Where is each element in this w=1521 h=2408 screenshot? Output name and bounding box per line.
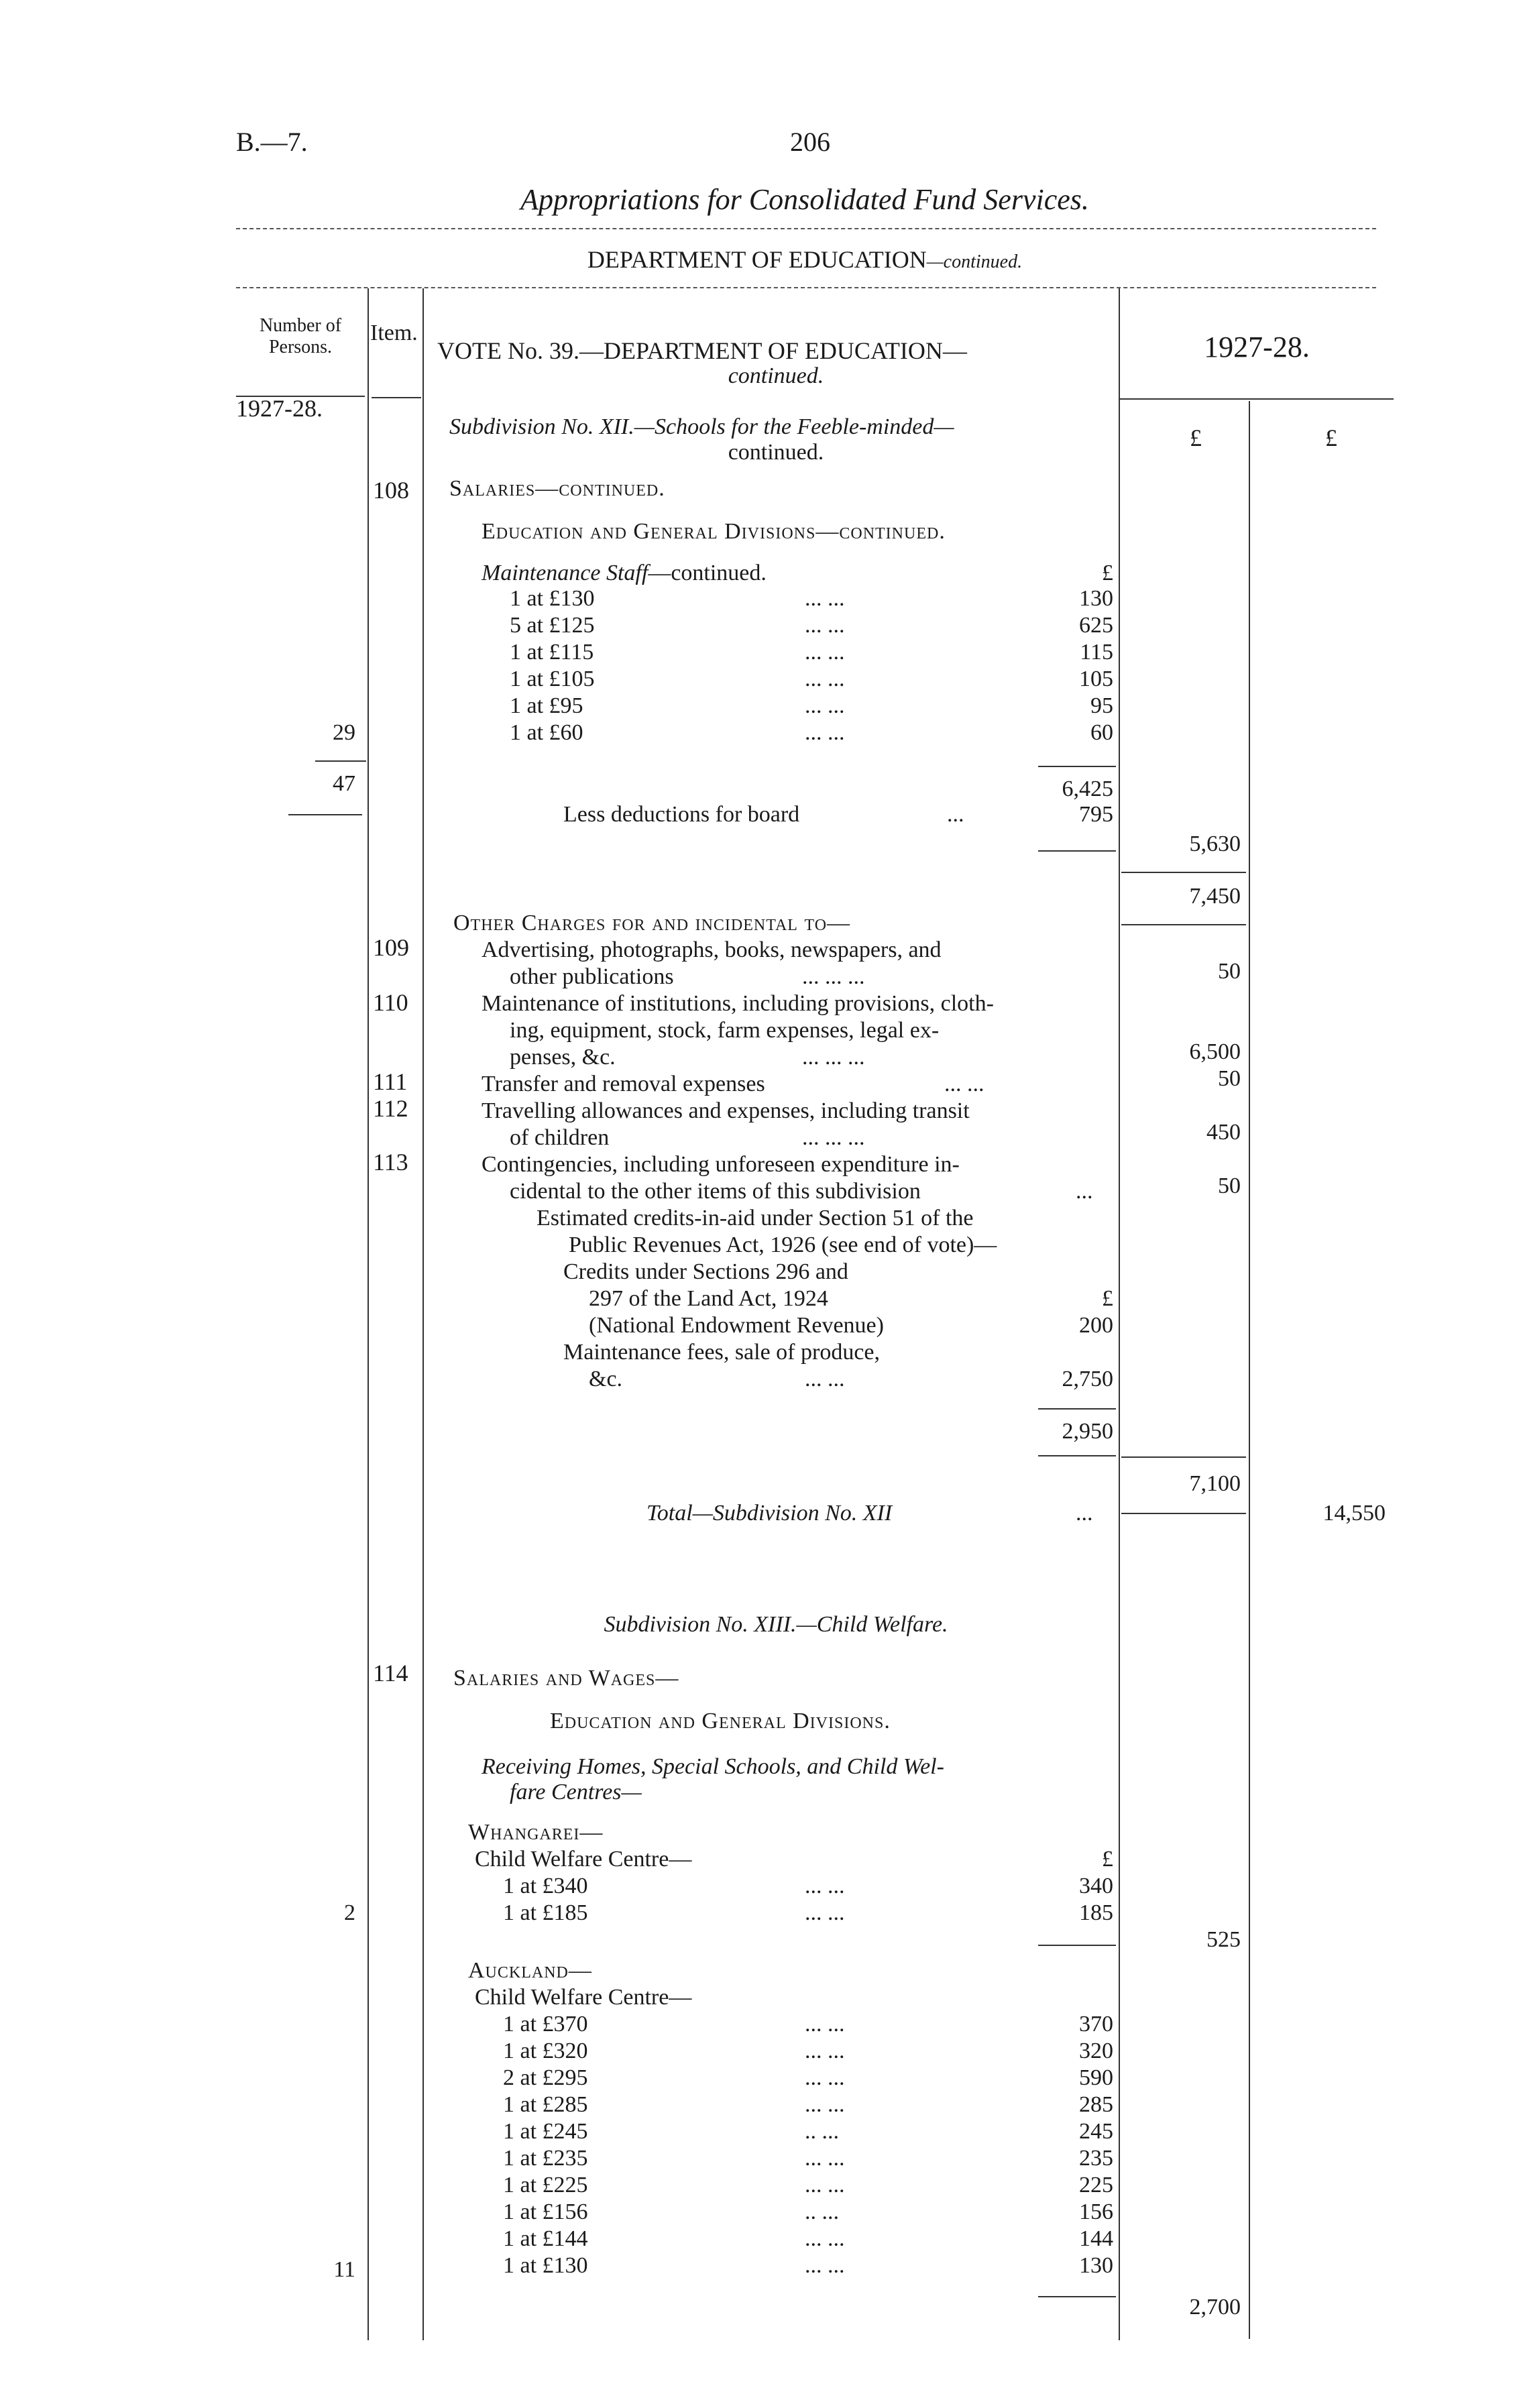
list-item-leader: ... ... [805,2065,845,2090]
list-item-amount: 130 [1079,586,1113,611]
auckland-total: 2,700 [1189,2295,1241,2319]
list-item-label: 1 at £370 [503,2012,588,2037]
list-item-amount: 60 [1090,720,1113,745]
credits-total: 2,950 [1062,1419,1113,1444]
list-item-leader: ... ... [805,1900,845,1925]
column-header-persons: Number of Persons. [259,315,342,357]
charge-description-cont: penses, &c. [510,1045,616,1070]
list-item-label: 1 at £320 [503,2039,588,2063]
list-item-leader: ... ... [805,667,845,691]
list-item-leader: ... ... [805,720,845,745]
salaries-continued-heading: Salaries—continued. [449,476,665,501]
item-number-114: 114 [373,1660,408,1686]
credit-maintenance-fees: Maintenance fees, sale of produce, [563,1340,880,1365]
other-charges-total-top-rule [1121,1456,1246,1458]
list-item-label: 1 at £340 [503,1874,588,1898]
credits-in-aid-heading-cont: Public Revenues Act, 1926 (see end of vote)— [569,1232,997,1257]
other-charges-total-bottom-rule [1121,1513,1246,1514]
list-item-leader: .. ... [805,2119,839,2144]
list-item-leader: ... ... [805,640,845,665]
vote-heading: VOTE No. 39.—DEPARTMENT OF EDUCATION— [437,337,967,364]
list-item-leader: ... ... [805,2039,845,2063]
net-rule [1038,850,1116,852]
charge-description-cont: ing, equipment, stock, farm expenses, legal ex- [510,1018,940,1043]
list-item-amount: 95 [1090,693,1113,718]
credits-total-rule [1038,1408,1116,1410]
department-continued: —continued. [926,251,1023,272]
header-rule [236,228,1376,229]
charge-description: Transfer and removal expenses [482,1072,765,1096]
list-item-label: 5 at £125 [510,613,595,638]
list-item-amount: 370 [1079,2012,1113,2037]
credits-in-aid-heading: Estimated credits-in-aid under Section 51 of the [537,1206,974,1230]
list-item-leader: ... ... [805,2173,845,2197]
charge-amount: 450 [1206,1120,1241,1145]
list-item-amount: 245 [1079,2119,1113,2144]
total-subdivision-12-leader: ... [1076,1501,1093,1526]
list-item-label: 1 at £285 [503,2092,588,2117]
subdivision-13-title: Subdivision No. XIII.—Child Welfare. [604,1612,948,1637]
list-item-amount: 185 [1079,1900,1113,1925]
whangarei-total: 525 [1206,1927,1241,1952]
list-item-amount: 235 [1079,2146,1113,2171]
list-item-label: 1 at £235 [503,2146,588,2171]
list-item-label: 1 at £130 [510,586,595,611]
item-number-108: 108 [373,477,409,504]
other-charges-top-rule [1121,924,1246,925]
section-code: B.—7. [236,127,308,157]
list-item-amount: 144 [1079,2226,1113,2251]
list-item-label: 1 at £115 [510,640,594,665]
total-subdivision-12-amount: 14,550 [1322,1501,1386,1526]
charge-leader: ... [1076,1179,1093,1204]
total-column-divider [1249,401,1250,2339]
list-item-leader: ... ... [805,586,845,611]
item-column-divider [422,288,424,2340]
item-number-110: 110 [373,989,408,1016]
year-header-rule [1120,398,1394,400]
persons-count-2: 2 [344,1900,355,1925]
list-item-label: 1 at £60 [510,720,583,745]
credit-maintenance-fees-amount: 2,750 [1062,1367,1113,1391]
list-item-leader: ... ... [805,613,845,638]
item-number-112: 112 [373,1095,408,1122]
education-divisions-heading: Education and General Divisions—continued. [482,519,946,544]
charge-amount: 50 [1218,959,1241,984]
list-item-leader: ... ... [805,2253,845,2278]
salaries-total-rule [1121,872,1246,873]
credit-maintenance-fees-cont: &c. [589,1367,623,1391]
charge-amount: 50 [1218,1173,1241,1198]
table-top-rule [236,287,1376,288]
salaries-net-amount: 5,630 [1189,832,1241,856]
list-item-leader: ... ... [805,2012,845,2037]
credit-land-act-cont: (National Endowment Revenue) [589,1313,884,1338]
list-item-label: 1 at £105 [510,667,595,691]
maintenance-staff-continued: —continued. [648,561,767,585]
persons-total-rule [288,814,362,815]
list-item-label: 1 at £130 [503,2253,588,2278]
credits-pound-sign: £ [1102,1286,1113,1311]
credit-land-act-cont: 297 of the Land Act, 1924 [589,1286,828,1311]
maintenance-subtotal: 6,425 [1062,777,1113,801]
list-item-leader: ... ... [805,2146,845,2171]
list-item-amount: 115 [1080,640,1113,665]
item-number-113: 113 [373,1149,408,1176]
salaries-and-wages-heading: Salaries and Wages— [453,1666,679,1690]
persons-count-11: 11 [333,2257,355,2282]
list-item-leader: ... ... [805,693,845,718]
maintenance-pound-sign: £ [1102,561,1113,585]
list-item-label: 1 at £245 [503,2119,588,2144]
charge-description: Travelling allowances and expenses, including transit [482,1098,970,1123]
list-item-amount: 130 [1079,2253,1113,2278]
less-deductions-leader: ... [947,802,964,827]
list-item-amount: 105 [1079,667,1113,691]
whangarei-pound-sign: £ [1102,1847,1113,1872]
charge-description: Advertising, photographs, books, newspapers, and [482,937,942,962]
receiving-homes-heading: Receiving Homes, Special Schools, and Child Wel- [482,1754,944,1779]
credit-maintenance-fees-leader: ... ... [805,1367,845,1391]
pound-sign-col1: £ [1190,424,1202,451]
auckland-heading: Auckland— [468,1958,592,1983]
credits-total-bottom-rule [1038,1455,1116,1456]
page-title: Appropriations for Consolidated Fund Services. [520,183,1089,216]
list-item-amount: 225 [1079,2173,1113,2197]
maintenance-subtotal-rule [1038,766,1116,767]
whangarei-total-rule [1038,1945,1116,1946]
maintenance-staff-label: Maintenance Staff [482,561,649,585]
persons-column-divider [368,288,369,2340]
list-item-label: 1 at £156 [503,2199,588,2224]
list-item-amount: 285 [1079,2092,1113,2117]
persons-count-47: 47 [333,771,355,796]
charge-leader: ... ... [944,1072,984,1096]
auckland-total-rule [1038,2296,1116,2297]
list-item-amount: 156 [1079,2199,1113,2224]
department-heading [402,245,1207,274]
charge-leader: ... ... ... [802,1045,865,1070]
vote-heading-continued: continued. [728,363,824,388]
whangarei-centre-label: Child Welfare Centre— [475,1847,692,1872]
charge-leader: ... ... ... [802,964,865,989]
list-item-leader: .. ... [805,2199,839,2224]
item-number-109: 109 [373,934,409,961]
other-charges-heading: Other Charges for and incidental to— [453,911,851,935]
auckland-centre-label: Child Welfare Centre— [475,1985,692,2010]
amount-column-divider [1119,288,1120,2340]
list-item-amount: 625 [1079,613,1113,638]
list-item-amount: 340 [1079,1874,1113,1898]
charge-description-cont: of children [510,1125,610,1150]
charge-leader: ... ... ... [802,1125,865,1150]
persons-count-29: 29 [333,720,355,745]
list-item-label: 1 at £225 [503,2173,588,2197]
item-header-rule [372,397,421,398]
education-divisions-heading-13: Education and General Divisions. [550,1709,891,1733]
list-item-label: 1 at £144 [503,2226,588,2251]
whangarei-heading: Whangarei— [468,1820,604,1845]
less-deductions-amount: 795 [1079,802,1113,827]
persons-year-label: 1927-28. [236,395,323,422]
maintenance-staff-heading [482,561,767,586]
list-item-label: 1 at £95 [510,693,583,718]
salaries-total-amount: 7,450 [1189,884,1241,909]
credit-land-act-amount: 200 [1079,1313,1113,1338]
column-header-item: Item. [370,321,418,345]
charge-description: Contingencies, including unforeseen expenditure in- [482,1152,960,1177]
less-deductions-label: Less deductions for board [563,802,800,827]
charge-description: Maintenance of institutions, including provisions, cloth- [482,991,994,1016]
list-item-amount: 590 [1079,2065,1113,2090]
pound-sign-col2: £ [1325,424,1337,451]
charge-description-cont: other publications [510,964,674,989]
persons-subtotal-rule [315,760,366,762]
column-header-year: 1927-28. [1204,331,1310,363]
charge-amount: 6,500 [1189,1039,1241,1064]
total-subdivision-12-label: Total—Subdivision No. XII [646,1501,893,1526]
list-item-label: 1 at £185 [503,1900,588,1925]
receiving-homes-heading-cont: fare Centres— [510,1780,642,1804]
list-item-leader: ... ... [805,1874,845,1898]
other-charges-total: 7,100 [1189,1471,1241,1496]
list-item-leader: ... ... [805,2226,845,2251]
subdivision-12-title: Subdivision No. XII.—Schools for the Feeble-minded— [449,414,954,439]
list-item-label: 2 at £295 [503,2065,588,2090]
credit-land-act: Credits under Sections 296 and [563,1259,848,1284]
item-number-111: 111 [373,1068,408,1095]
department-name: DEPARTMENT OF EDUCATION [587,246,927,273]
list-item-amount: 320 [1079,2039,1113,2063]
subdivision-12-continued: continued. [728,440,824,465]
page-number: 206 [790,127,830,157]
list-item-leader: ... ... [805,2092,845,2117]
charge-description-cont: cidental to the other items of this subdivision [510,1179,921,1204]
charge-amount: 50 [1218,1066,1241,1091]
